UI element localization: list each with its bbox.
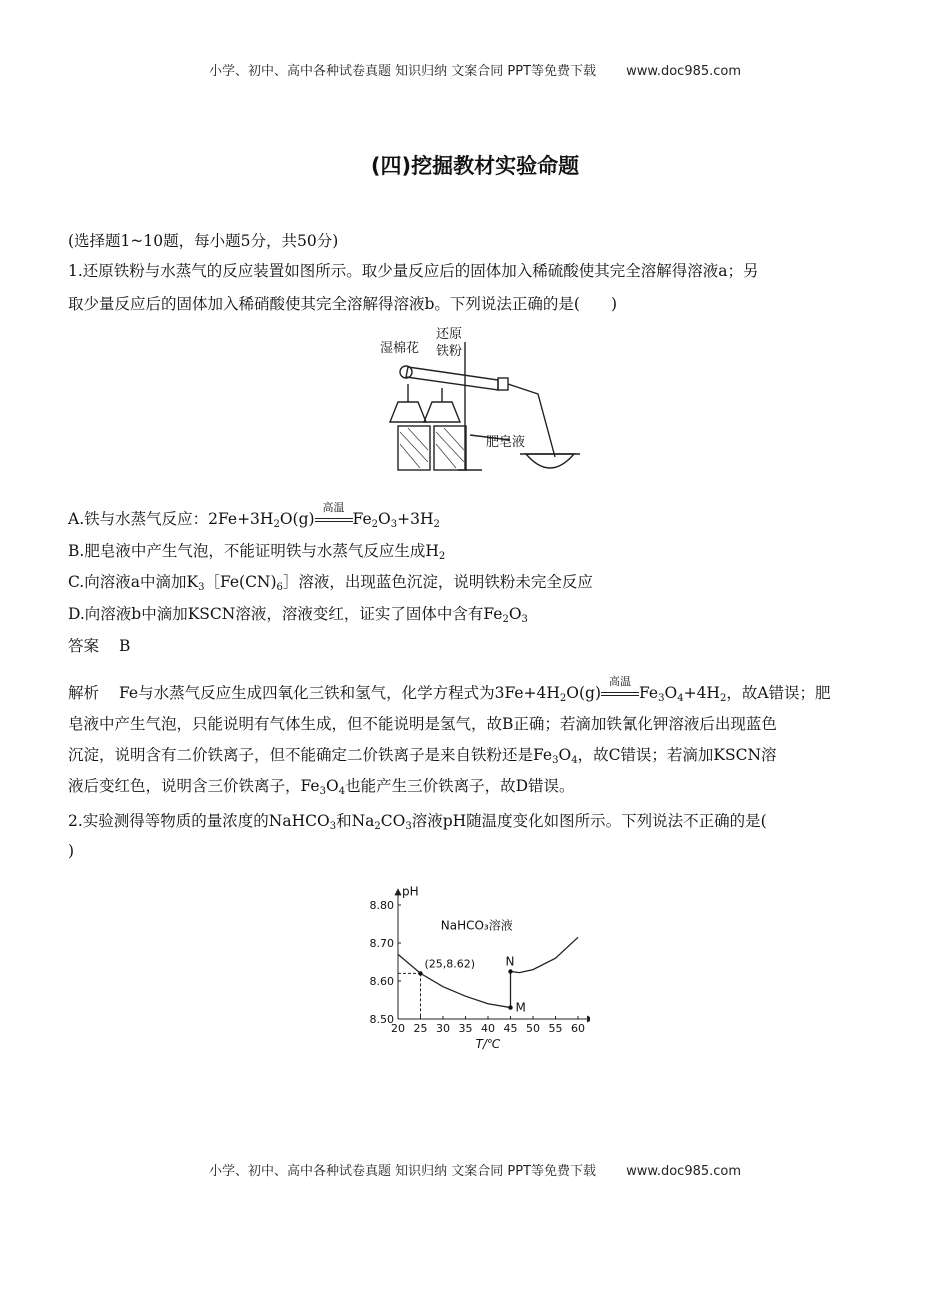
page-title: (四)挖掘教材实验命题 xyxy=(370,154,580,178)
x-tick-label: 45 xyxy=(503,1022,518,1035)
y-tick-label: 8.60 xyxy=(369,975,394,988)
x-tick-label: 35 xyxy=(458,1022,473,1035)
footer-text: 小学、初中、高中各种试卷真题 知识归纳 文案合同 PPT等免费下载 xyxy=(208,1164,596,1179)
footer-site[interactable]: www.doc985.com xyxy=(626,1164,742,1179)
point-m-label: M xyxy=(515,1000,526,1015)
annotation-point xyxy=(508,1005,512,1009)
x-tick-label: 60 xyxy=(571,1022,585,1035)
ph-temperature-chart xyxy=(360,866,590,1061)
q1-option-a: A.铁与水蒸气反应：$2Fe+3H_2O(g)$ 高温 $Fe_2O_3+3H_2$ xyxy=(68,501,440,530)
x-tick-label: 40 xyxy=(481,1022,495,1035)
header-text: 小学、初中、高中各种试卷真题 知识归纳 文案合同 PPT等免费下载 xyxy=(208,64,596,79)
q1-analysis-line3: 沉淀，说明含有二价铁离子，但不能确定二价铁离子是来自铁粉还是$Fe_3O_4$，故C错误；若滴加KSCN溶 xyxy=(68,746,777,766)
q1-analysis-line2: 皂液中产生气泡，只能说明有气体生成，但不能说明是氢气，故B正确；若滴加铁氰化钾溶液后出现蓝色 xyxy=(68,715,777,733)
y-axis-arrow xyxy=(395,889,401,895)
x-tick-label: 30 xyxy=(436,1022,450,1035)
q1-option-d: D.向溶液b中滴加KSCN溶液，溶液变红，证实了固体中含有$Fe_2O_3$ xyxy=(68,605,528,625)
label-iron-1: 还原 xyxy=(436,327,463,342)
q1-analysis-line1: 解析 Fe与水蒸气反应生成四氧化三铁和氢气，化学方程式为$3Fe+4H_2O(g)$ 高温 $Fe_3O_4+4H_2$，故A错误；肥 xyxy=(68,675,831,704)
q2-stem-line1: 2.实验测得等物质的量浓度的NaHCO$_3$和$Na_2CO_3$溶液pH随温度变化如图所示。下列说法不正确的是( xyxy=(68,812,767,832)
label-wet-cotton: 湿棉花 xyxy=(380,341,420,356)
y-tick-label: 8.80 xyxy=(369,899,394,912)
analysis-label: 解析 xyxy=(68,684,100,702)
instructions-text: (选择题1~10题，每小题5分，共50分) xyxy=(68,232,339,250)
annotation-point xyxy=(418,971,422,975)
q1-stem-line1: 1.还原铁粉与水蒸气的反应装置如图所示。取少量反应后的固体加入稀硫酸使其完全溶解得溶液a；另 xyxy=(68,262,759,280)
point-25-label: (25,8.62) xyxy=(424,957,476,971)
q1-option-c: C.向溶液a中滴加$K_3[Fe(CN)_6]$溶液，出现蓝色沉淀，说明铁粉未完全反应 xyxy=(68,573,593,593)
answer-label: 答案 xyxy=(68,637,100,655)
block-left xyxy=(398,426,430,470)
x-tick-label: 55 xyxy=(548,1022,563,1035)
page-header xyxy=(0,60,950,79)
block-right xyxy=(434,426,466,470)
q1-stem-line2: 取少量反应后的固体加入稀硝酸使其完全溶解得溶液b。下列说法正确的是( ) xyxy=(68,295,618,313)
header-site[interactable]: www.doc985.com xyxy=(626,64,742,79)
q1-apparatus-figure xyxy=(370,322,590,482)
series-label: NaHCO₃溶液 xyxy=(440,918,513,933)
x-axis-label: T/℃ xyxy=(475,1037,501,1051)
label-soap: 肥皂液 xyxy=(486,435,526,450)
soap-dish xyxy=(526,454,574,468)
y-tick-label: 8.70 xyxy=(369,937,394,950)
point-n-label: N xyxy=(505,954,515,969)
burner-left xyxy=(390,402,426,422)
page-footer xyxy=(0,1160,950,1179)
x-tick-label: 50 xyxy=(526,1022,540,1035)
label-iron-2: 铁粉 xyxy=(436,344,463,359)
y-tick-label: 8.50 xyxy=(369,1013,394,1026)
q2-stem-line2: ) xyxy=(68,842,75,860)
annotation-point xyxy=(508,969,512,973)
instructions xyxy=(68,226,883,256)
x-tick-label: 20 xyxy=(391,1022,405,1035)
burner-right xyxy=(424,402,460,422)
condition-label: 高温 xyxy=(322,501,345,514)
answer-value: B xyxy=(119,637,131,655)
y-axis-label: pH xyxy=(402,884,419,899)
q1-option-b: B.肥皂液中产生气泡，不能证明铁与水蒸气反应生成$H_2$ xyxy=(68,542,446,562)
series-line-2 xyxy=(511,937,579,972)
test-tube xyxy=(406,367,498,390)
q1-answer xyxy=(68,631,883,661)
x-tick-label: 25 xyxy=(413,1022,428,1035)
q1-analysis-line4: 液后变红色，说明含三价铁离子，$Fe_3O_4$也能产生三价铁离子，故D错误。 xyxy=(68,777,575,797)
x-axis-arrow xyxy=(587,1016,590,1022)
stopper xyxy=(498,378,508,390)
